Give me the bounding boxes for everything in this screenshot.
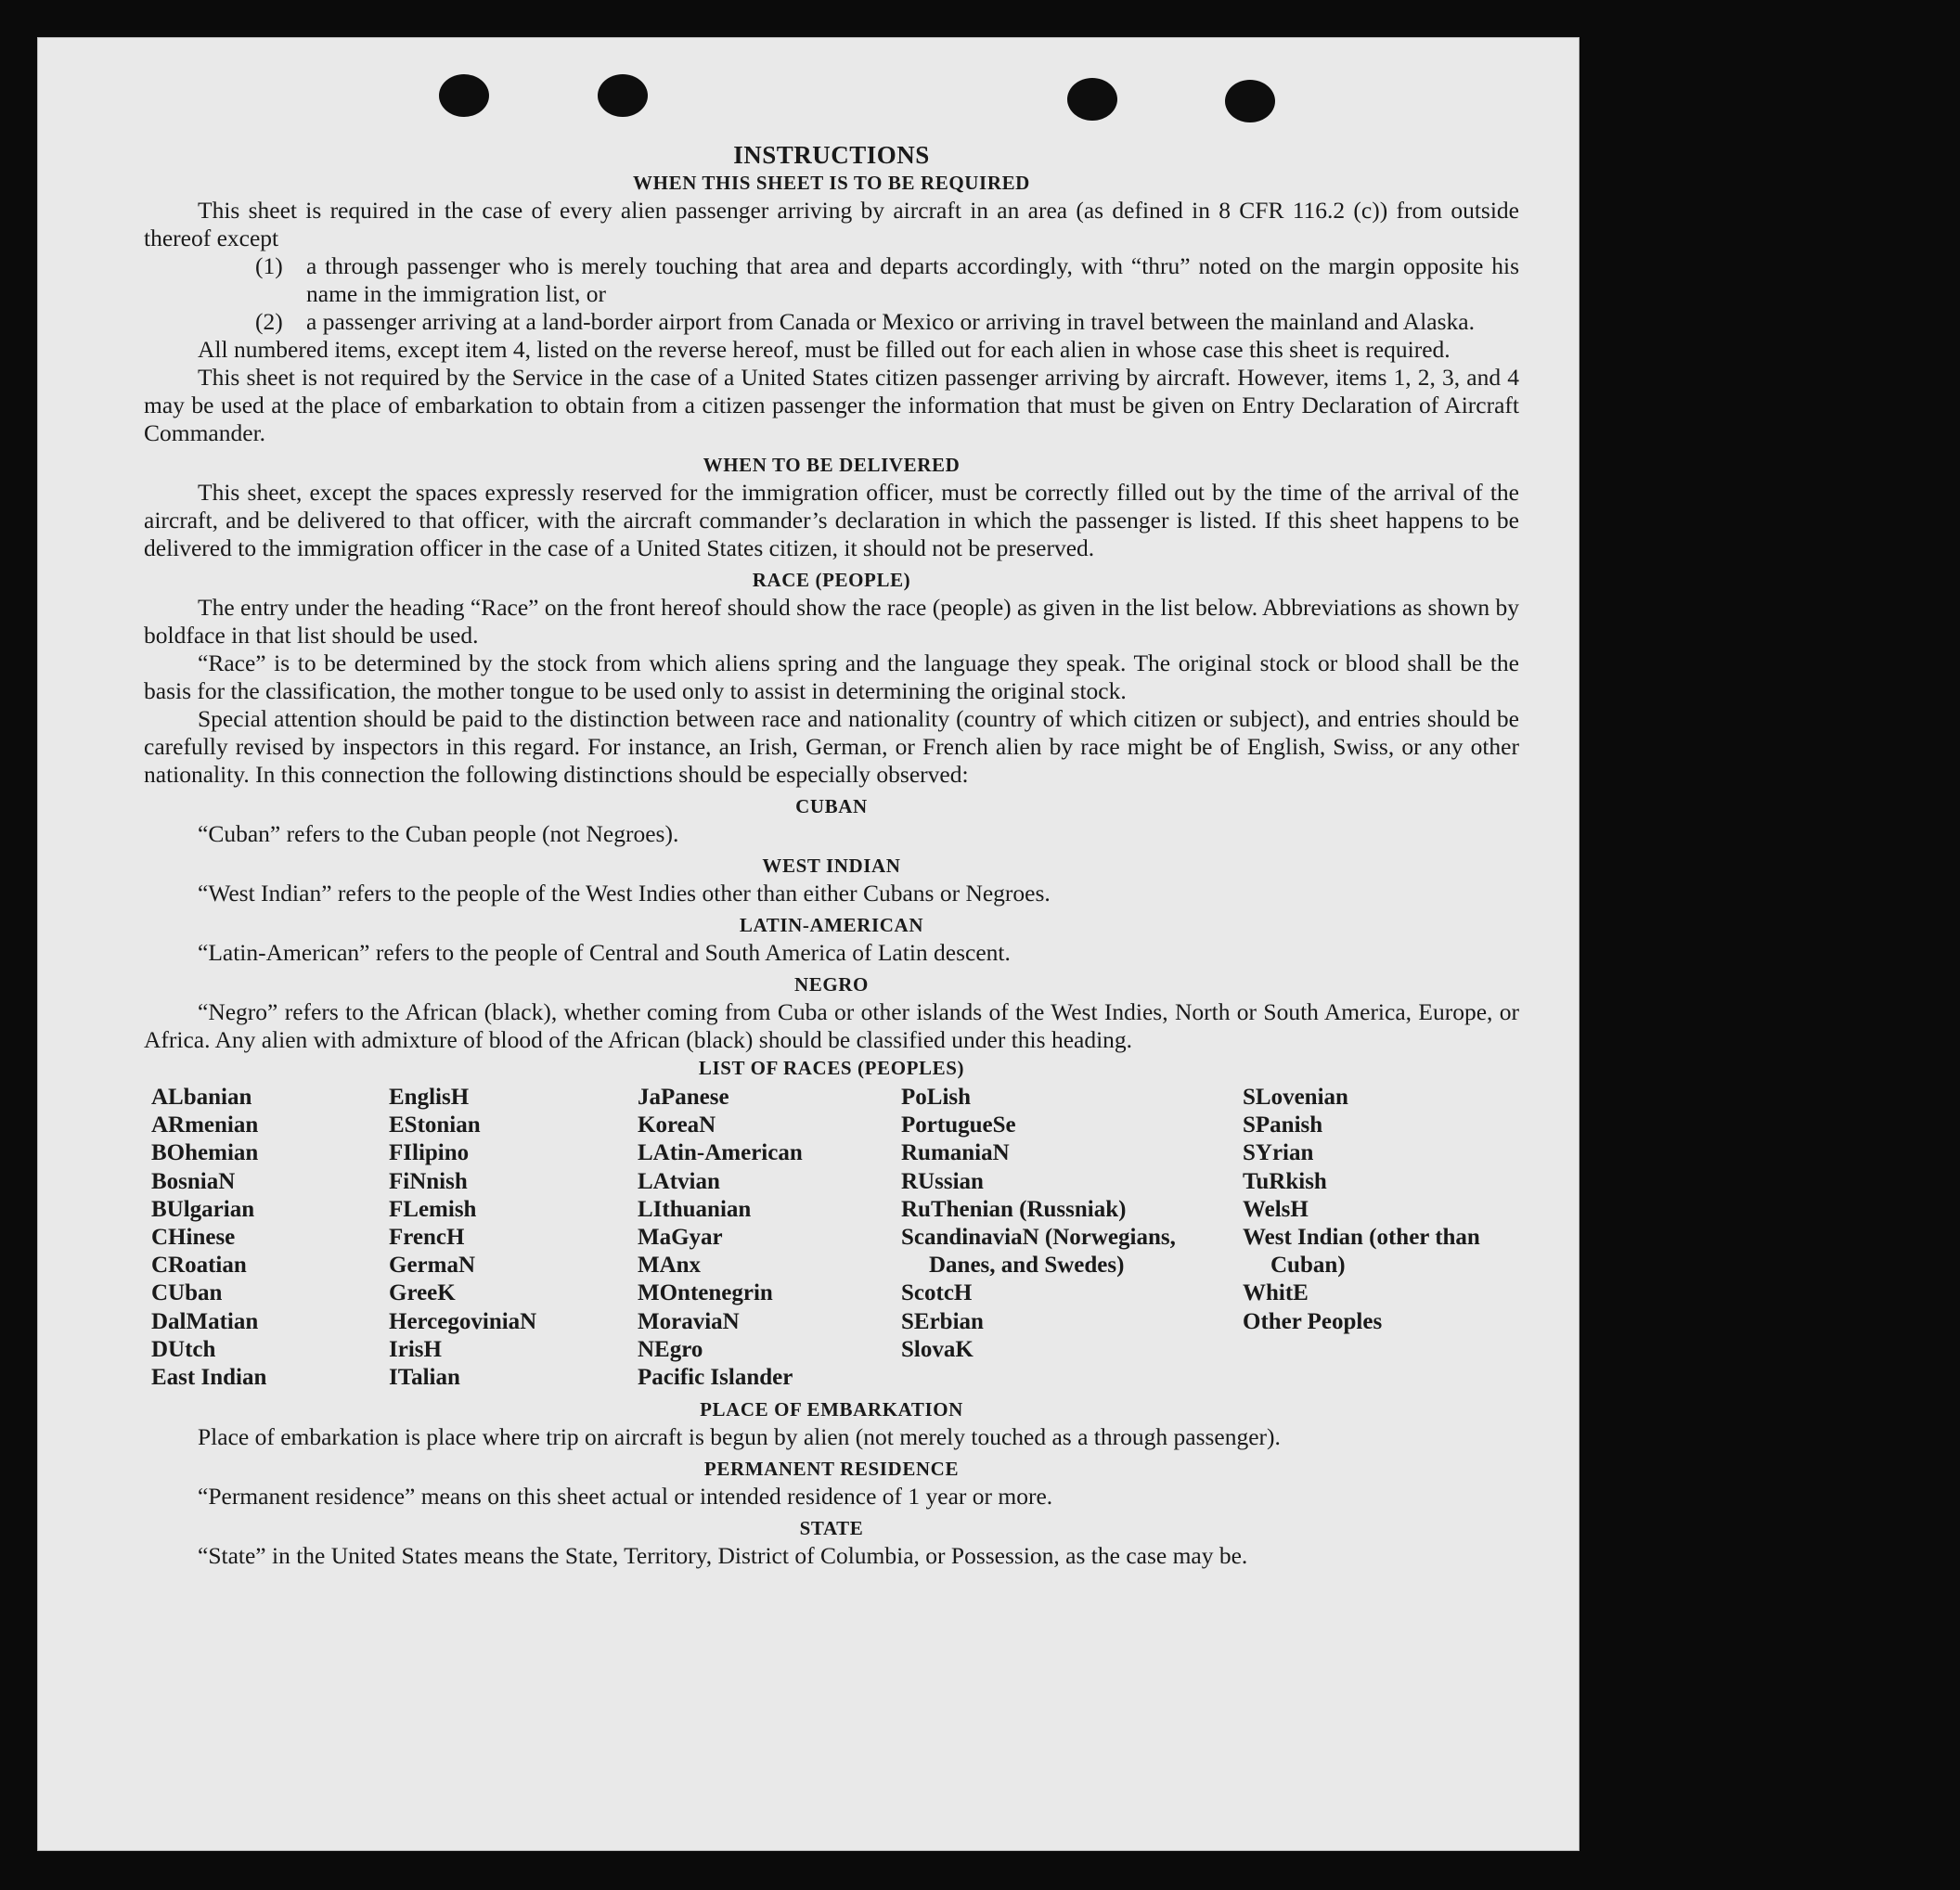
race-item: LIthuanian	[638, 1196, 752, 1222]
paragraph: “State” in the United States means the State, Territory, District of Columbia, or Possession, as the case may be.	[198, 1542, 1248, 1570]
race-item: ALbanian	[151, 1085, 252, 1110]
heading-place-of-embarkation: PLACE OF EMBARKATION	[700, 1398, 963, 1421]
races-column	[389, 1084, 638, 1392]
paragraph: “Latin-American” refers to the people of Central and South America of Latin descent.	[198, 939, 1011, 966]
paragraph: The entry under the heading “Race” on the front hereof should show the race (people) as given in the list below. Abbreviations as shown by boldface in that list should be used.	[144, 594, 1519, 649]
heading-cuban: CUBAN	[795, 795, 868, 817]
races-column	[638, 1084, 901, 1392]
punch-hole	[598, 74, 648, 117]
punch-hole	[1067, 78, 1117, 121]
race-item: ScandinaviaN (Norwegians, Danes, and Swedes)	[901, 1225, 1176, 1279]
race-item: BosniaN	[151, 1168, 236, 1194]
paragraph: “Race” is to be determined by the stock from which aliens spring and the language they speak. The original stock or blood shall be the basis for the classification, the mother tongue to be used only to assist in determining the original stock.	[144, 649, 1519, 704]
page-title: INSTRUCTIONS	[733, 141, 930, 169]
race-item: LAtvian	[638, 1168, 720, 1194]
race-item: ScotcH	[901, 1280, 973, 1306]
race-item: SYrian	[1243, 1140, 1314, 1166]
race-item: East Indian	[151, 1365, 267, 1391]
list-item	[144, 308, 1519, 336]
race-item: SLovenian	[1243, 1085, 1348, 1110]
paragraph: This sheet is not required by the Service in the case of a United States citizen passenger arriving by aircraft. However, items 1, 2, 3, and 4 may be used at the place of embarkation to obtain from a citizen passenger the information that must be given on Entry Declaration of Aircraft Commander.	[144, 364, 1519, 446]
item-number: (1)	[255, 252, 283, 279]
paragraph: All numbered items, except item 4, listed on the reverse hereof, must be filled out for each alien in whose case this sheet is required.	[198, 336, 1451, 363]
paragraph: Place of embarkation is place where trip on aircraft is begun by alien (not merely touched as a through passenger).	[198, 1423, 1281, 1451]
race-item: DUtch	[151, 1336, 216, 1362]
race-item: CRoatian	[151, 1253, 247, 1279]
race-item: SPanish	[1243, 1112, 1323, 1138]
paragraph: Special attention should be paid to the distinction between race and nationality (country of which citizen or subject), and entries should be carefully revised by inspectors in this regard. For instance, an Irish, German, or French alien by race might be of English, Swiss, or any other nationality. In this connection the following distinctions should be especially observed:	[144, 705, 1519, 788]
paragraph: This sheet is required in the case of every alien passenger arriving by aircraft in an area (as defined in 8 CFR 116.2 (c)) from outside thereof except	[144, 197, 1519, 251]
race-item: Pacific Islander	[638, 1365, 793, 1391]
race-item: MoraviaN	[638, 1308, 740, 1334]
race-item: MAnx	[638, 1253, 702, 1279]
item-text: a passenger arriving at a land-border airport from Canada or Mexico or arriving in travel between the mainland and Alaska.	[306, 308, 1475, 335]
heading-west-indian: WEST INDIAN	[762, 855, 901, 877]
race-item: IrisH	[389, 1336, 442, 1362]
race-item: BOhemian	[151, 1140, 259, 1166]
heading-state: STATE	[799, 1517, 864, 1540]
race-item: CHinese	[151, 1225, 236, 1251]
heading-race: RACE (PEOPLE)	[752, 569, 911, 591]
document-page	[37, 37, 1580, 1851]
race-item: NEgro	[638, 1336, 703, 1362]
race-item: MaGyar	[638, 1225, 723, 1251]
heading-negro: NEGRO	[793, 973, 869, 996]
race-item: ARmenian	[151, 1112, 259, 1138]
races-column	[151, 1084, 389, 1392]
race-item: GreeK	[389, 1280, 456, 1306]
race-item: DalMatian	[151, 1308, 259, 1334]
races-column	[901, 1084, 1243, 1392]
race-item: TuRkish	[1243, 1168, 1327, 1194]
paragraph: “West Indian” refers to the people of the West Indies other than either Cubans or Negroes.	[198, 880, 1051, 906]
punch-hole	[1225, 80, 1275, 122]
punch-hole	[439, 74, 489, 117]
race-item: RumaniaN	[901, 1140, 1010, 1166]
heading-latin-american: LATIN-AMERICAN	[739, 914, 924, 936]
race-item: PoLish	[901, 1085, 972, 1110]
race-item: MOntenegrin	[638, 1280, 773, 1306]
paragraph: “Permanent residence” means on this sheet actual or intended residence of 1 year or more.	[198, 1483, 1053, 1511]
race-item: PortugueSe	[901, 1112, 1016, 1138]
race-item: SlovaK	[901, 1336, 974, 1362]
race-item: West Indian (other than Cuban)	[1243, 1225, 1480, 1279]
race-item: WhitE	[1243, 1280, 1309, 1306]
race-item: FrencH	[389, 1225, 465, 1251]
race-item: RuThenian (Russniak)	[901, 1196, 1127, 1222]
race-item: Other Peoples	[1243, 1308, 1383, 1334]
race-item: EStonian	[389, 1112, 481, 1138]
heading-when-delivered: WHEN TO BE DELIVERED	[703, 454, 961, 476]
race-item: WelsH	[1243, 1196, 1309, 1222]
paragraph: “Cuban” refers to the Cuban people (not Negroes).	[198, 820, 679, 847]
document-body	[144, 141, 1519, 1570]
race-item: CUban	[151, 1280, 223, 1306]
races-column	[1243, 1084, 1512, 1392]
race-item: EnglisH	[389, 1085, 470, 1110]
heading-when-required: WHEN THIS SHEET IS TO BE REQUIRED	[633, 172, 1030, 194]
race-item: JaPanese	[638, 1085, 729, 1110]
race-item: BUlgarian	[151, 1196, 255, 1222]
race-item: RUssian	[901, 1168, 984, 1194]
list-item	[144, 252, 1519, 308]
race-item: LAtin-American	[638, 1140, 803, 1166]
race-item: FLemish	[389, 1196, 477, 1222]
race-item: KoreaN	[638, 1112, 716, 1138]
item-number: (2)	[255, 308, 283, 335]
heading-list-of-races: LIST OF RACES (PEOPLES)	[698, 1057, 965, 1079]
item-text: a through passenger who is merely touching that area and departs accordingly, with “thru” noted on the margin opposite his name in the immigration list, or	[306, 252, 1519, 307]
races-list	[151, 1084, 1519, 1392]
paragraph: This sheet, except the spaces expressly reserved for the immigration officer, must be correctly filled out by the time of the arrival of the aircraft, and be delivered to that officer, with the aircraft commander’s declaration in which the passenger is listed. If this sheet happens to be delivered to the immigration officer in the case of a United States citizen, it should not be preserved.	[144, 479, 1519, 561]
race-item: FiNnish	[389, 1168, 468, 1194]
race-item: GermaN	[389, 1253, 476, 1279]
race-item: HercegoviniaN	[389, 1308, 537, 1334]
paragraph: “Negro” refers to the African (black), whether coming from Cuba or other islands of the West Indies, North or South America, Europe, or Africa. Any alien with admixture of blood of the African (black) should be classified under this heading.	[144, 998, 1519, 1053]
heading-permanent-residence: PERMANENT RESIDENCE	[703, 1458, 960, 1481]
race-item: FIlipino	[389, 1140, 470, 1166]
race-item: ITalian	[389, 1365, 460, 1391]
race-item: SErbian	[901, 1308, 984, 1334]
